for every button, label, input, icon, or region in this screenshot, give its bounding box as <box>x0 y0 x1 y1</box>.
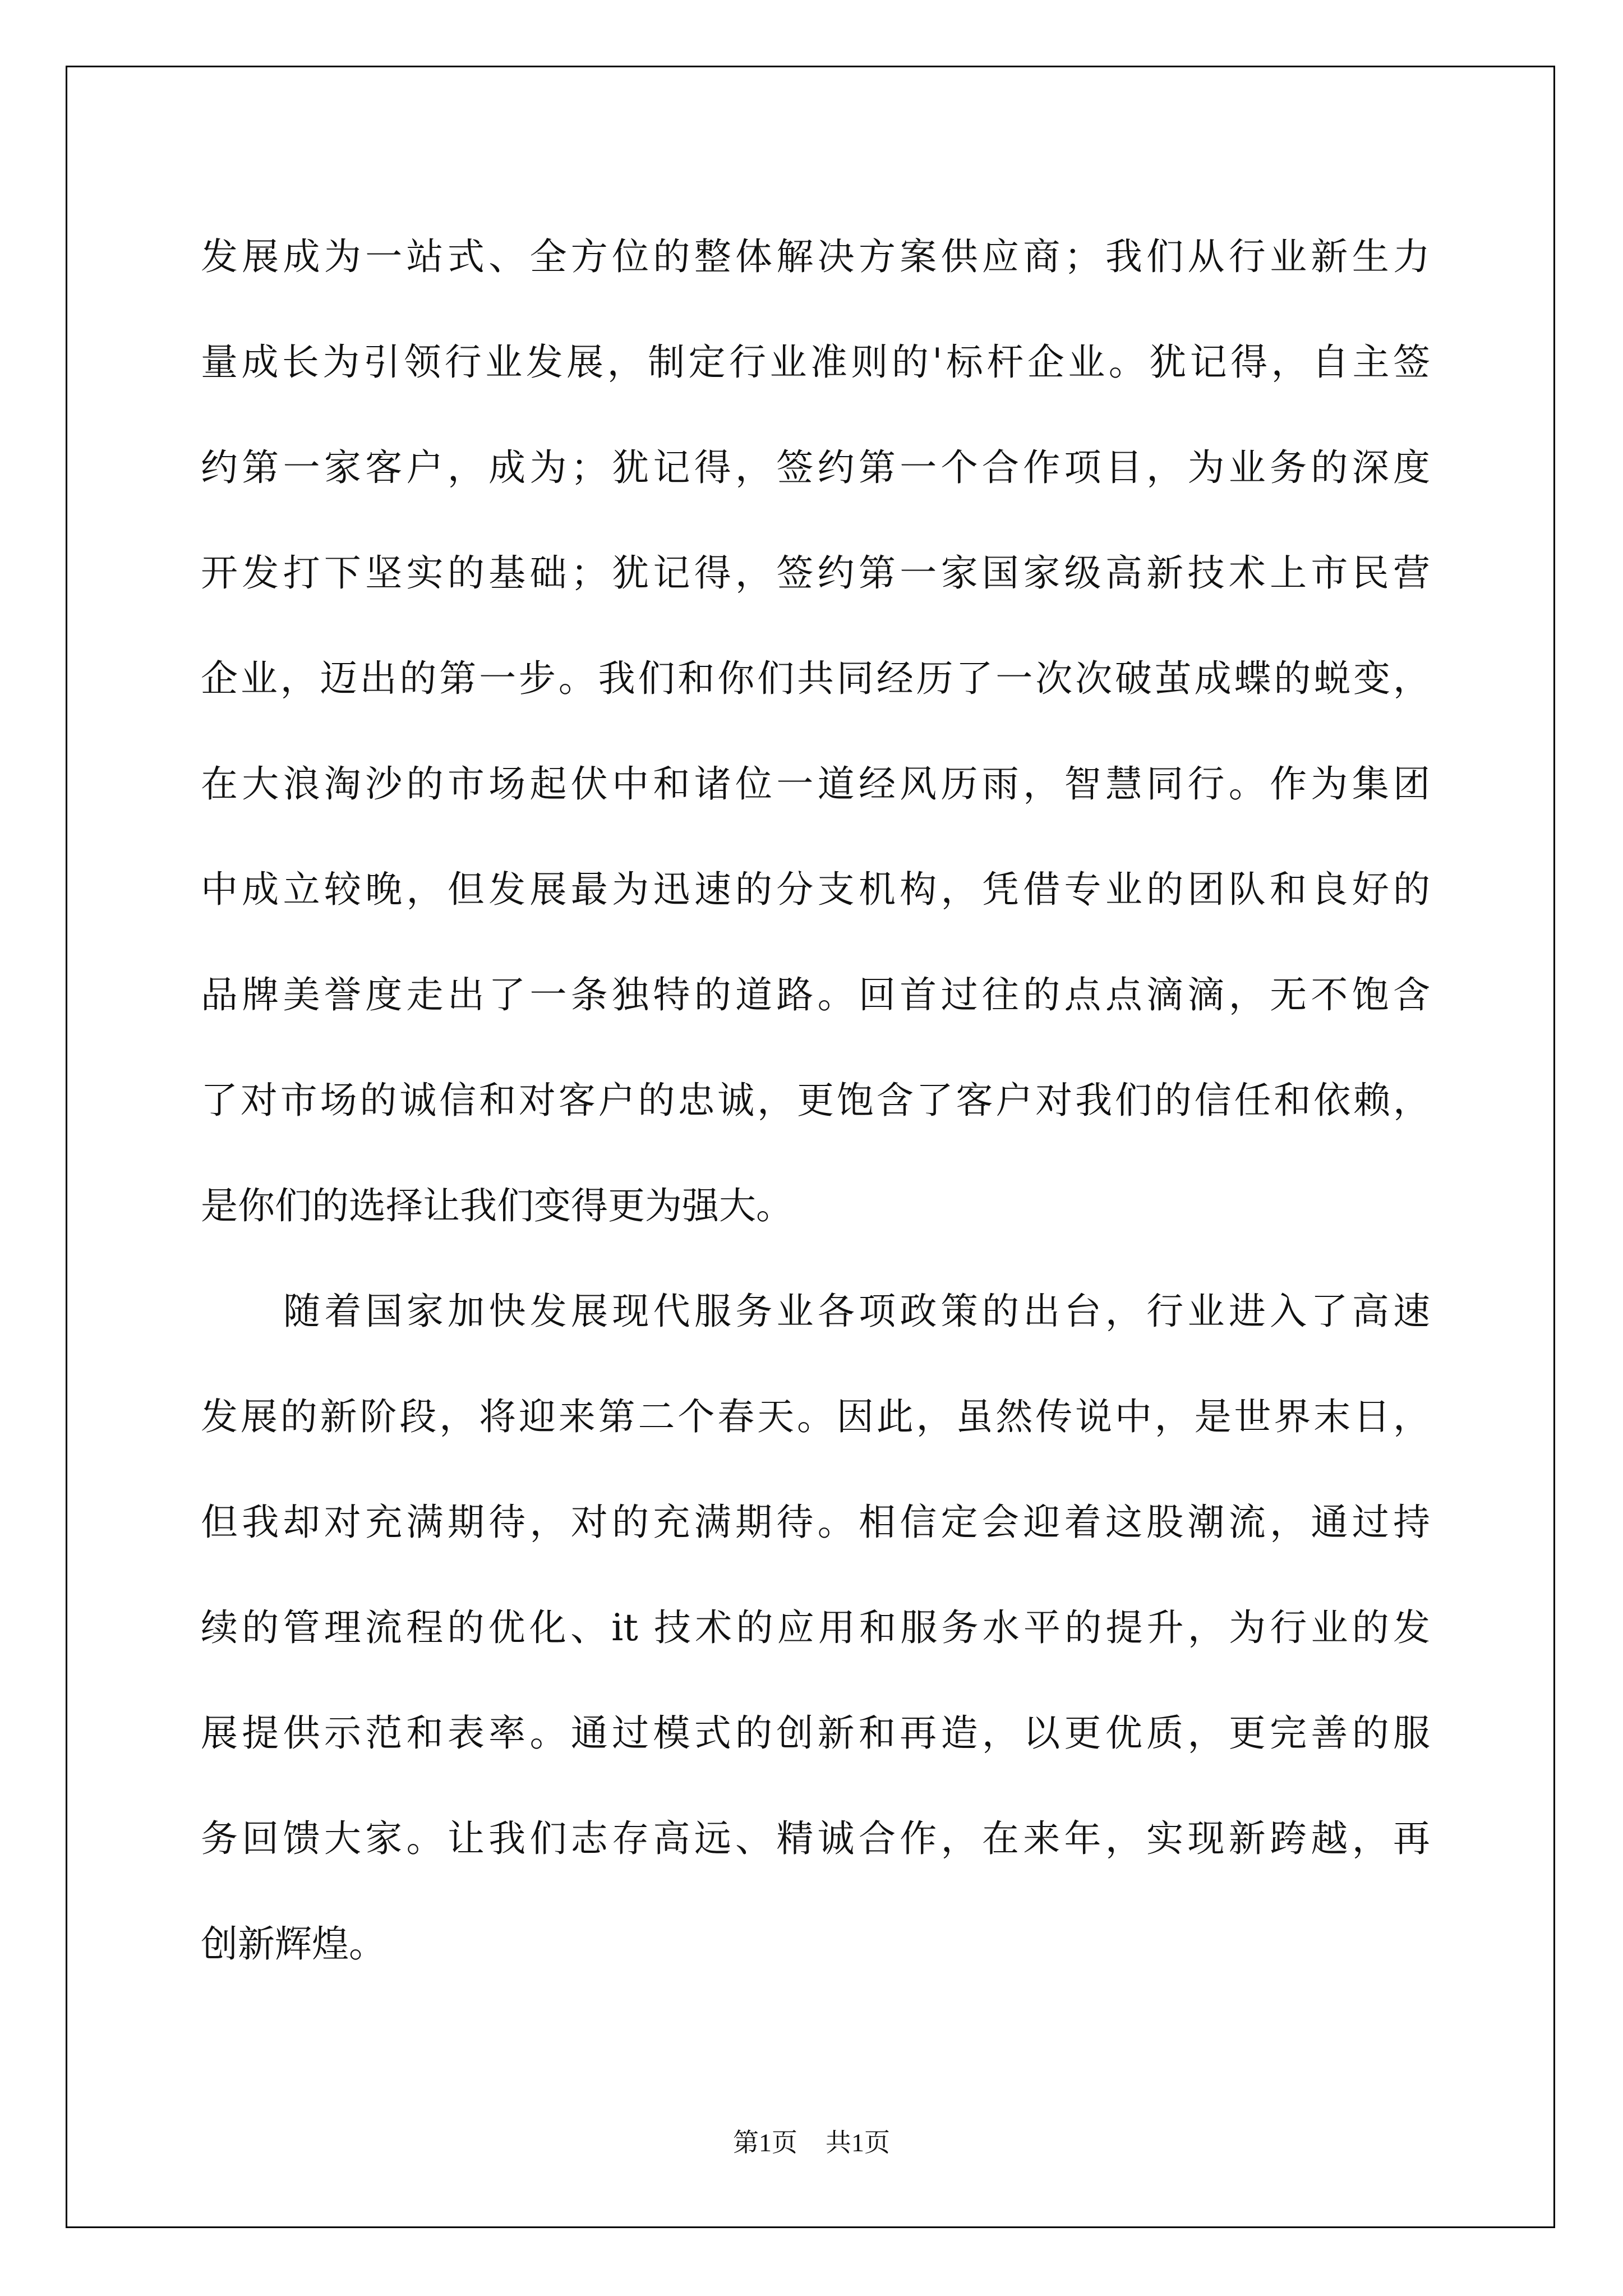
paragraph-1-line-2: 量成长为引领行业发展，制定行业准则的'标杆企业。犹记得，自主签 <box>201 341 1430 384</box>
paragraph-2-line-5: 展提供示范和表率。通过模式的创新和再造，以更优质，更完善的服 <box>201 1711 1430 1755</box>
paragraph-1-line-8: 品牌美誉度走出了一条独特的道路。回首过往的点点滴滴，无不饱含 <box>201 973 1430 1016</box>
page-total: 共1页 <box>826 2128 890 2157</box>
paragraph-1-line-1: 发展成为一站式、全方位的整体解决方案供应商；我们从行业新生力 <box>201 235 1430 278</box>
paragraph-1-line-5: 企业，迈出的第一步。我们和你们共同经历了一次次破茧成蝶的蜕变， <box>201 657 1430 700</box>
paragraph-2-line-7: 创新辉煌。 <box>201 1922 386 1966</box>
paragraph-1-line-3: 约第一家客户，成为；犹记得，签约第一个合作项目，为业务的深度 <box>201 446 1430 489</box>
paragraph-1-line-10: 是你们的选择让我们变得更为强大。 <box>201 1184 793 1227</box>
page-footer <box>0 2122 1623 2159</box>
paragraph-1-line-4: 开发打下坚实的基础；犹记得，签约第一家国家级高新技术上市民营 <box>201 551 1430 595</box>
paragraph-2-line-6: 务回馈大家。让我们志存高远、精诚合作，在来年，实现新跨越，再 <box>201 1817 1430 1860</box>
paragraph-2-line-3: 但我却对充满期待，对的充满期待。相信定会迎着这股潮流，通过持 <box>201 1501 1430 1544</box>
paragraph-2-line-2: 发展的新阶段，将迎来第二个春天。因此，虽然传说中，是世界末日， <box>201 1395 1430 1438</box>
paragraph-2-line-4: 续的管理流程的优化、it 技术的应用和服务水平的提升，为行业的发 <box>201 1606 1430 1649</box>
paragraph-2-line-1: 随着国家加快发展现代服务业各项政策的出台，行业进入了高速 <box>283 1290 1430 1333</box>
paragraph-1-line-6: 在大浪淘沙的市场起伏中和诸位一道经风历雨，智慧同行。作为集团 <box>201 762 1430 806</box>
paragraph-1-line-7: 中成立较晚，但发展最为迅速的分支机构，凭借专业的团队和良好的 <box>201 868 1430 911</box>
paragraph-1-line-9: 了对市场的诚信和对客户的忠诚，更饱含了客户对我们的信任和依赖， <box>201 1079 1430 1122</box>
document-body <box>201 204 1430 1997</box>
page-number: 第1页 <box>733 2128 797 2157</box>
